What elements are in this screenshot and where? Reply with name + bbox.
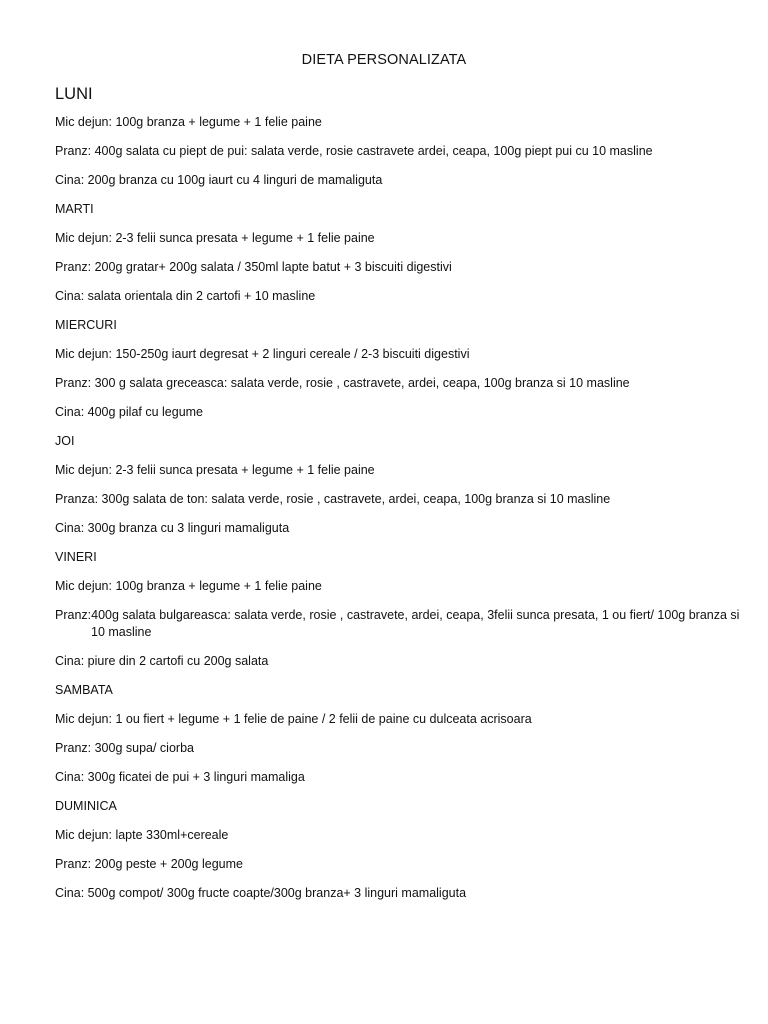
meal-dinner: Cina: salata orientala din 2 cartofi + 10 masline <box>55 289 316 303</box>
day-heading-duminica: DUMINICA <box>55 799 117 813</box>
meal-breakfast: Mic dejun: 1 ou fiert + legume + 1 felie de paine / 2 felii de paine cu dulceata acrisoara <box>55 712 532 726</box>
meal-breakfast: Mic dejun: 150-250g iaurt degresat + 2 linguri cereale / 2-3 biscuiti digestivi <box>55 347 470 361</box>
meal-lunch: Pranz: 200g gratar+ 200g salata / 350ml lapte batut + 3 biscuiti digestivi <box>55 260 452 274</box>
meal-breakfast: Mic dejun: 100g branza + legume + 1 felie paine <box>55 579 322 593</box>
meal-lunch: Pranza: 300g salata de ton: salata verde, rosie , castravete, ardei, ceapa, 100g branza si 10 masline <box>55 492 611 506</box>
meal-breakfast: Mic dejun: 2-3 felii sunca presata + legume + 1 felie paine <box>55 463 375 477</box>
meal-dinner: Cina: 200g branza cu 100g iaurt cu 4 linguri de mamaliguta <box>55 173 383 187</box>
meal-lunch: Pranz:400g salata bulgareasca: salata verde, rosie , castravete, ardei, ceapa, 3felii sunca presata, 1 ou fiert/ 100g branza si 10 masline <box>55 608 740 639</box>
diet-plan <box>55 84 745 914</box>
day-heading-sambata: SAMBATA <box>55 683 113 697</box>
day-heading-marti: MARTI <box>55 202 94 216</box>
day-heading-luni: LUNI <box>55 85 93 103</box>
meal-dinner: Cina: 400g pilaf cu legume <box>55 405 204 419</box>
meal-breakfast: Mic dejun: 2-3 felii sunca presata + legume + 1 felie paine <box>55 231 375 245</box>
meal-lunch: Pranz: 300 g salata greceasca: salata verde, rosie , castravete, ardei, ceapa, 100g branza si 10 masline <box>55 376 630 390</box>
meal-lunch: Pranz: 400g salata cu piept de pui: salata verde, rosie castravete ardei, ceapa, 100g piept pui cu 10 masline <box>55 144 653 158</box>
document-title: DIETA PERSONALIZATA <box>301 52 467 68</box>
meal-dinner: Cina: piure din 2 cartofi cu 200g salata <box>55 654 269 668</box>
meal-dinner: Cina: 300g branza cu 3 linguri mamaliguta <box>55 521 290 535</box>
meal-breakfast: Mic dejun: lapte 330ml+cereale <box>55 828 229 842</box>
meal-dinner: Cina: 300g ficatei de pui + 3 linguri mamaliga <box>55 770 305 784</box>
meal-breakfast: Mic dejun: 100g branza + legume + 1 felie paine <box>55 115 322 129</box>
meal-lunch: Pranz: 300g supa/ ciorba <box>55 741 194 755</box>
meal-dinner: Cina: 500g compot/ 300g fructe coapte/300g branza+ 3 linguri mamaliguta <box>55 886 467 900</box>
day-heading-vineri: VINERI <box>55 550 97 564</box>
day-heading-joi: JOI <box>55 434 75 448</box>
meal-lunch: Pranz: 200g peste + 200g legume <box>55 857 243 871</box>
day-heading-miercuri: MIERCURI <box>55 318 117 332</box>
